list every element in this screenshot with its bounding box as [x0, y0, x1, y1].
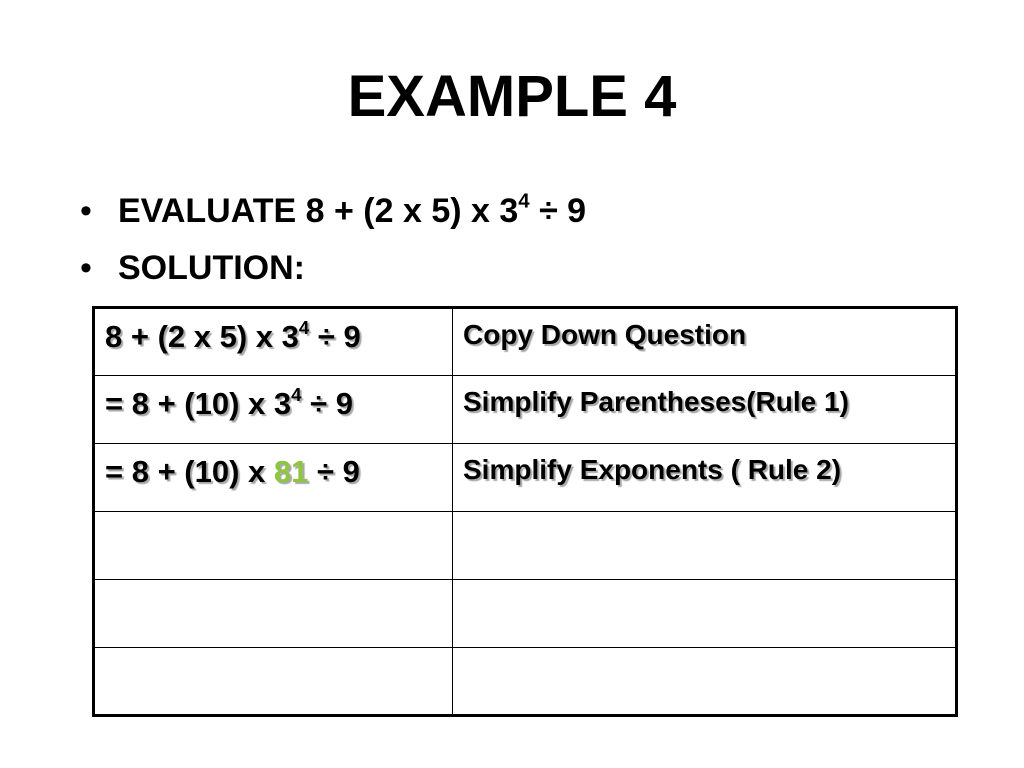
solution-label: SOLUTION: — [118, 249, 305, 287]
step-expression-rest: ÷ 9 — [301, 386, 353, 421]
step-description-cell: Copy Down Question — [453, 308, 957, 376]
solution-steps-table — [92, 306, 958, 717]
step-description-cell — [453, 512, 957, 580]
table-row — [94, 512, 957, 580]
slide-title: EXAMPLE 4 — [347, 64, 677, 129]
step-expression-cell — [94, 512, 453, 580]
bullet-evaluate — [80, 186, 586, 243]
table-row — [94, 580, 957, 648]
step-expression-rest: ÷ 9 — [308, 454, 360, 489]
step-exponent: 4 — [291, 383, 302, 405]
step-expression-rest: ÷ 9 — [309, 319, 361, 354]
step-expression-base: = 8 + (10) x 3 — [105, 386, 292, 421]
step-expression-base: = 8 + (10) x — [105, 454, 274, 489]
step-expression-cell — [94, 580, 453, 648]
step-expression-cell — [94, 444, 453, 512]
step-exponent: 4 — [298, 316, 310, 338]
step-description-cell: Simplify Exponents ( Rule 2) — [453, 444, 957, 512]
step-expression-cell — [94, 648, 453, 716]
bullet-dot-icon: • — [80, 192, 92, 230]
evaluate-expression-base: 8 + (2 x 5) x 3 — [305, 192, 519, 230]
table-row — [94, 376, 957, 444]
evaluate-exponent: 4 — [518, 190, 530, 213]
bullet-list — [80, 186, 586, 300]
evaluate-expression — [306, 192, 586, 230]
step-expression-cell — [94, 376, 453, 444]
bullet-dot-icon: • — [80, 249, 92, 287]
evaluate-label: EVALUATE — [118, 192, 297, 230]
step-description-cell — [453, 648, 957, 716]
step-description-cell — [453, 580, 957, 648]
bullet-solution — [80, 243, 586, 300]
table-row — [94, 308, 957, 376]
step-highlight-value: 81 — [273, 454, 309, 489]
step-description-cell: Simplify Parentheses(Rule 1) — [453, 376, 957, 444]
step-expression-cell — [94, 308, 453, 376]
table-row — [94, 648, 957, 716]
table-row — [94, 444, 957, 512]
evaluate-expression-rest: ÷ 9 — [539, 192, 587, 230]
step-expression-base: 8 + (2 x 5) x 3 — [105, 319, 299, 354]
